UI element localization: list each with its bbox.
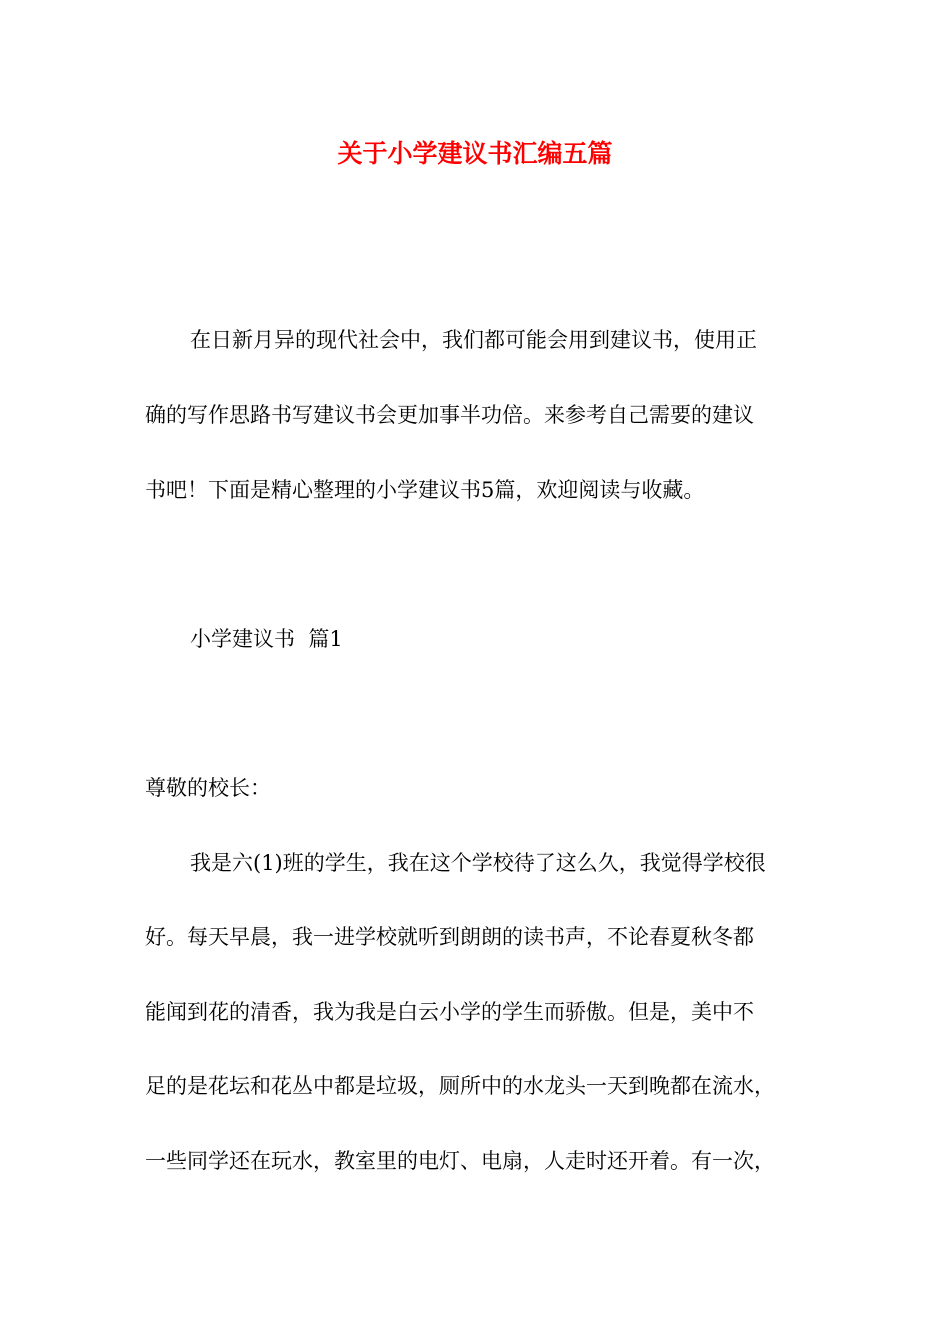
section-heading: 小学建议书 篇1 <box>190 627 343 651</box>
document-title: 关于小学建议书汇编五篇 <box>337 139 613 168</box>
salutation: 尊敬的校长： <box>145 776 271 800</box>
body-line-5: 一些同学还在玩水，教室里的电灯、电扇，人走时还开着。有一次， <box>145 1149 775 1173</box>
intro-line-1: 在日新月异的现代社会中，我们都可能会用到建议书，使用正 <box>190 328 757 352</box>
body-line-2: 好。每天早晨，我一进学校就听到朗朗的读书声，不论春夏秋冬都 <box>145 925 754 949</box>
body-line-4: 足的是花坛和花丛中都是垃圾，厕所中的水龙头一天到晚都在流水， <box>145 1074 775 1098</box>
body-line-3: 能闻到花的清香，我为我是白云小学的学生而骄傲。但是，美中不 <box>145 1000 754 1024</box>
body-line-1: 我是六(1)班的学生，我在这个学校待了这么久，我觉得学校很 <box>190 851 766 875</box>
intro-line-3: 书吧！下面是精心整理的小学建议书5篇，欢迎阅读与收藏。 <box>145 478 705 502</box>
intro-line-2: 确的写作思路书写建议书会更加事半功倍。来参考自己需要的建议 <box>145 403 754 427</box>
